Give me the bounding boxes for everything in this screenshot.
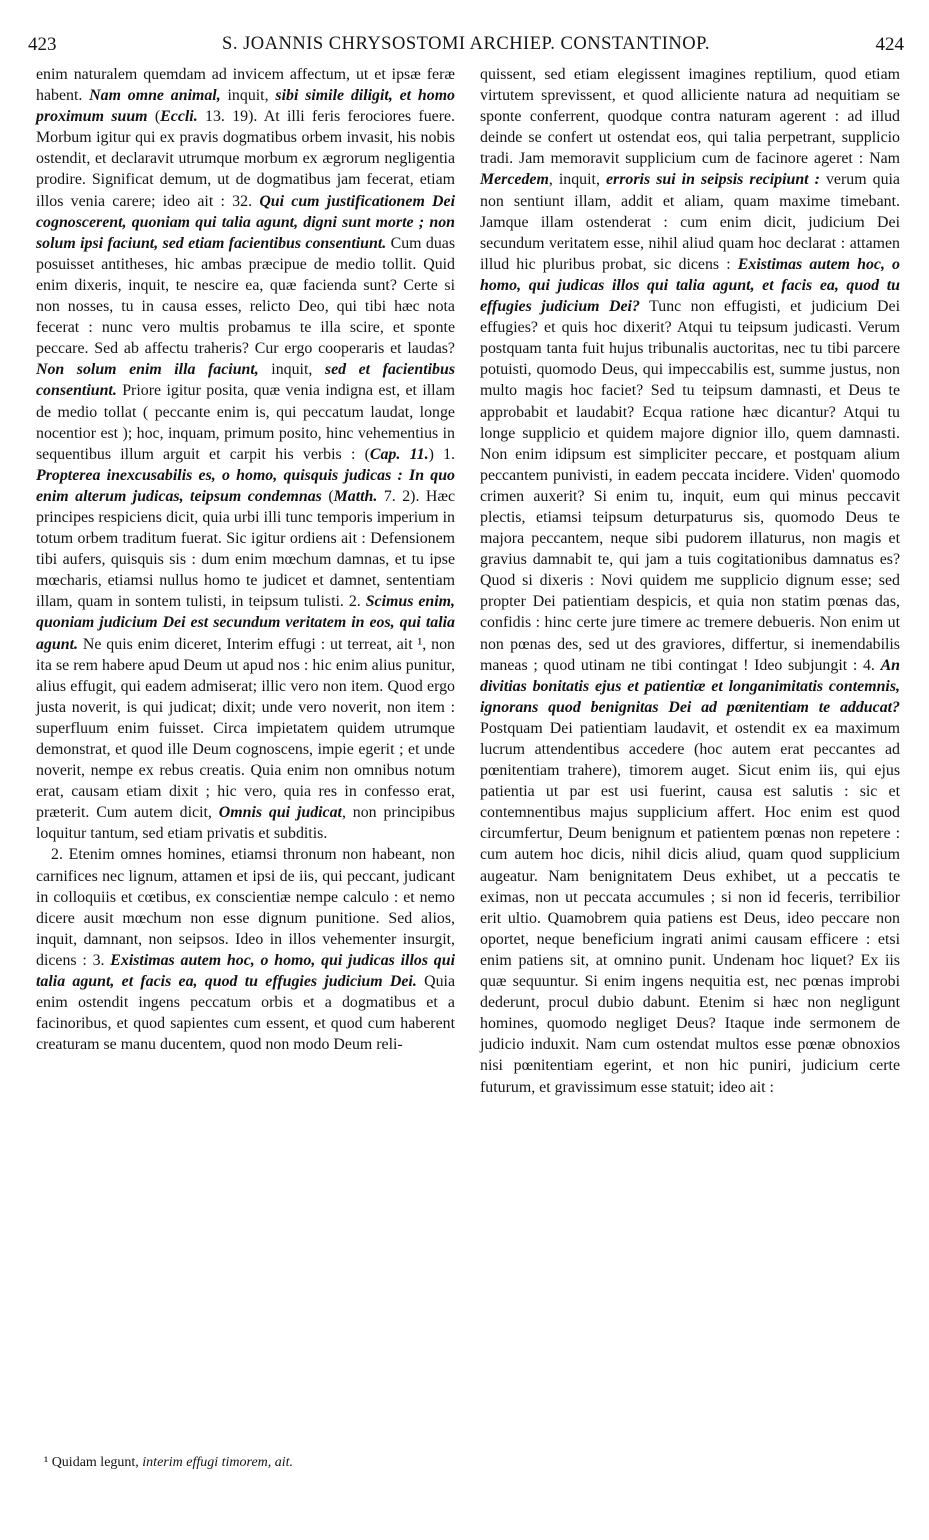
text-run: , non principibus loquitur tantum, sed etiam privatis et subditis. xyxy=(36,804,455,843)
italic-text: Nam omne animal, xyxy=(89,87,221,105)
text-column-left xyxy=(36,64,455,1055)
italic-text: sed et facientibus consentiunt. xyxy=(36,361,455,400)
text-run: 2. Etenim omnes homines, etiamsi thronum non habeant, non carnifices nec lignum, attamen et ipsi de iis, qui peccant, judicant in colloquiis et cœtibus, ex conscientiæ nempe calculo : et nemo dicere ausit mœchum non esse dignum punitione. Sed alios, inquit, damnant, non seipsos. Ideo in illos vehementer insurgit, dicens : 3. xyxy=(36,846,455,969)
page-number-left: 423 xyxy=(28,34,57,55)
italic-text: Omnis qui judicat xyxy=(218,804,342,822)
page-number-right: 424 xyxy=(875,34,904,55)
text-run: Ne quis enim diceret, Interim effugi : ut terreat, ait ¹, non ita se rem habere apud Deum ut apud nos : hic enim alius punitur, alius effugit, qui eadem admiserat; illic vero non item. Quod ergo justa noverit, is qui judicat; dixit; unde vero noverit, non item : superfluum enim fuisset. Circa impietatem quidem utrumque demonstrat, et quod ille Deum cognoscens, impie egerit ; et unde noverit, nempe ex rebus creatis. Quia enim non omnibus notum erat, causam etiam dixit ; hic vero, quia res in confesso erat, præterit. Cum autem dicit, xyxy=(36,635,455,822)
italic-text: An divitias bonitatis ejus et patientiæ et longanimitatis contemnis, ignorans quod benignitas Dei ad pœnitentiam te adducat? xyxy=(480,656,900,716)
text-run: inquit, xyxy=(220,87,276,105)
text-run: , inquit, xyxy=(548,171,606,189)
italic-text: Scimus enim, quoniam judicium Dei est secundum veritatem in eos, qui talia agunt. xyxy=(36,593,455,653)
italic-text: Propterea inexcusabilis es, o homo, quisquis judicas : In quo enim alterum judicas, teipsum condemnas xyxy=(36,466,455,505)
text-run: ( xyxy=(321,487,334,505)
text-run: Priore igitur posita, quæ venia indigna est, et illam de medio tollat ( peccante enim is, qui peccatum laudat, longe nocentior est ); hoc, inquam, primum posito, hinc vehementius in sequentibus illum arguit et carpit his verbis : ( xyxy=(36,382,455,463)
text-column-right xyxy=(480,64,900,1098)
text-run: enim naturalem quemdam ad invicem affectum, ut et ipsæ feræ habent. xyxy=(36,66,455,105)
italic-text: Cap. 11. xyxy=(369,445,429,463)
text-run: 7. 2). Hæc principes respiciens dicit, quia urbi illi tunc temporis imperium in totum orbem traditum fuerat. Sic igitur ordiens ait : Defensionem tibi aufers, quisquis sis : dum enim mœchum damnas, et tu ipse mœcharis, etiamsi nullus homo te judicet et damnet, sententiam illam, quam in sontem tulisti, in teipsum tulisti. 2. xyxy=(36,487,456,611)
italic-text: Mercedem xyxy=(480,171,549,189)
italic-text: Existimas autem hoc, o homo, qui judicas illos qui talia agunt, et facis ea, quod tu effugies judicium Dei? xyxy=(480,255,900,316)
italic-text: Existimas autem hoc, o homo, qui judicas illos qui talia agunt, et facis ea, quod tu effugies judicium Dei. xyxy=(36,951,455,991)
paragraph xyxy=(480,64,900,1098)
text-run: Postquam Dei patientiam laudavit, et ostendit ex ea maximum lucrum attendentibus accedere (hoc autem erat peccantes ad pœnitentiam trahere), timorem auget. Sicut enim iis, qui ejus patientia ut par est usi fuerint, causa est salutis : sic et contemnentibus majus supplicium affert. Hoc enim est quod circumfertur, Deum benignum et patientem pœnas non repetere : cum autem hoc dicis, nihil dicis aliud, quam quod supplicium augeatur. Nam benignitatem Deus exhibet, ut a peccatis te eximas, non ut peccata accumules ; si non id feceris, terribilior erit ultio. Quamobrem quia patiens est Deus, ideo peccare non oportet, neque beneficium ingrati animi causam efficere : etsi enim patiens sit, at omnino punit. Undenam hoc liquet? Ex iis quæ sequuntur. Si enim ingens nequitia est, nec pœnas improbi dederunt, procul dubio dabunt. Etenim si hæc non negligunt homines, quomodo negliget Deus? Itaque inde sermonem de judicio induxit. Nam cum ostendat multos esse pœnæ obnoxios nisi pœnitentiam egerint, et non hic puniri, judicium certe futurum, et gravissimum esse statuit; ideo ait : xyxy=(480,719,900,1096)
page-header xyxy=(28,34,904,58)
italic-text: Matth. xyxy=(333,487,378,505)
paragraph xyxy=(36,64,455,844)
text-run: ( xyxy=(147,108,161,126)
italic-text: Non solum enim illa faciunt, xyxy=(36,361,259,379)
italic-text: Eccli. xyxy=(160,108,198,126)
text-run: 13. 19). At illi feris ferociores fuere. Morbum igitur qui ex pravis dogmatibus orbem invasit, his nobis ostendit, et declaravit utrumque morbum ex ægrorum negligentia prodire. Significat demum, ut de dogmatibus jam fecerat, etiam illos venia carere; ideo ait : 32. xyxy=(36,108,456,210)
text-run: verum quia non sentiunt illam, addit et aliam, quam maxime timebant. Jamque illam ostenderat : cum enim dicit, judicium Dei secundum veritatem esse, nihil aliud quam hoc declarat : attamen illud hic pluribus probat, sic dicens : xyxy=(480,171,900,273)
running-title: S. JOANNIS CHRYSOSTOMI ARCHIEP. CONSTANTINOP. xyxy=(222,34,710,54)
text-run: ) 1. xyxy=(428,445,456,463)
italic-text: Qui cum justificationem Dei cognoscerent, quoniam qui talia agunt, digni sunt morte ; non solum ipsi faciunt, sed etiam facientibus consentiunt. xyxy=(36,192,455,252)
text-run: ¹ Quidam legunt, xyxy=(44,1455,143,1470)
paragraph xyxy=(36,844,455,1055)
italic-text: erroris sui in seipsis recipiunt : xyxy=(605,171,820,189)
italic-text: sibi simile diligit, et homo proximum suum xyxy=(36,87,456,126)
footnote xyxy=(44,1454,455,1472)
text-run: Cum duas posuisset antitheses, hic ambas præcipue de medio tollit. Quid enim dixeris, inquit, te nescire ea, quæ facienda sunt? Certe si non nosses, tu in causa esses, relicto Deo, qui tibi hæc nota fecerat : nunc vero multis probamus te illa scire, et sponte peccare. Sed ab affectu traheris? Cur ergo cooperaris et laudas? xyxy=(36,234,455,358)
text-run: inquit, xyxy=(258,361,325,379)
italic-text: interim effugi timorem, ait. xyxy=(142,1455,294,1470)
text-run: Quia enim ostendit ingens peccatum orbis et a dogmatibus et a facinoribus, et quod sapientes cum essent, et quod cum haberent creaturam se manu ducentem, quod non modo Deum reli- xyxy=(36,973,455,1054)
text-run: Tunc non effugisti, et judicium Dei effugies? et quis hoc dixerit? Atqui tu teipsum judicasti. Verum postquam tanta fuit hujus tribunalis auctoritas, nec tu tibi parcere potuisti, quomodo Deus, qui impeccabilis est, summe justus, non multo magis hoc faciet? Sed tu teipsum damnasti, et Deus te approbabit et laudabit? Ecqua ratione hæc dicantur? Atqui tu longe supplicio et quidem majore dignior illo, quem damnasti. Non enim idipsum est simpliciter peccare, et postquam alium peccantem punivisti, in eadem peccata incidere. Viden' quomodo crimen auxerit? Si enim tu, inquit, eum qui minus peccavit plectis, etiamsi teipsum deturpaturus sis, quomodo Deus te majora peccantem, neque sibi pudorem illaturus, non magis et gravius damnabit te, qui jam a tuis cogitationibus damnatus es? Quod si dixeris : Novi quidem me supplicio dignum esse; sed propter Dei patientiam despicis, et quia non statim pœnas das, confidis : hinc certe jure timere ac tremere debueris. Non enim ut non pœnas des, sed ut des graviores, differtur, si inemendabilis maneas ; quod utinam ne tibi contingat ! Ideo subjungit : 4. xyxy=(480,298,900,674)
text-run: quissent, sed etiam elegissent imagines reptilium, quod etiam virtutem sprevissent, et quod alliciente natura ad nequitiam se sponte conferrent, quodque contra naturam agerent : ad illud deinde se confert ut ostendat eos, qui talia perpetrant, supplicio tradi. Jam memoravit supplicium cum de facinore ageret : Nam xyxy=(480,66,900,168)
